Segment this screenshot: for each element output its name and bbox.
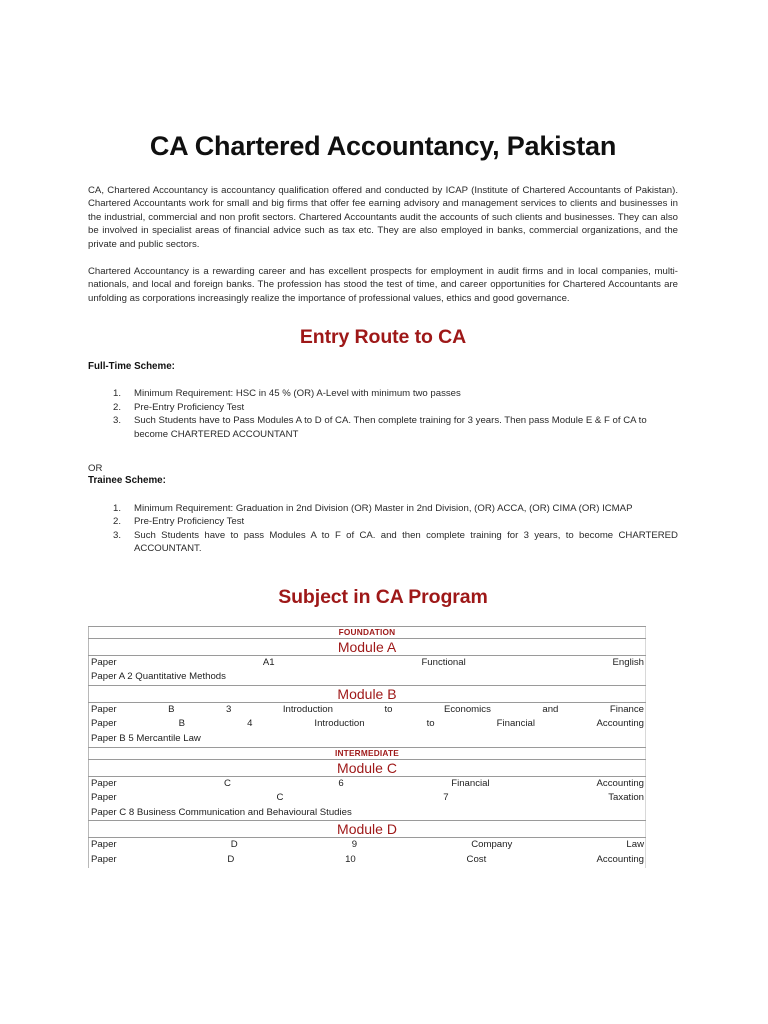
list-item-text: Minimum Requirement: Graduation in 2nd Division (OR) Master in 2nd Division, (OR) ACCA, (OR) CIMA (OR) ICMAP (134, 503, 633, 515)
table-row (89, 685, 646, 702)
subjects-table (88, 626, 646, 868)
module-name-d: Module D (89, 821, 646, 838)
table-row (89, 638, 646, 655)
list-item-text: Such Students have to pass Modules A to F of CA. and then complete training for 3 years, to become CHARTERED ACCOUNTANT. (134, 529, 678, 555)
paper-line: Paper C 7 Taxation (91, 792, 644, 804)
list-item-text: Pre-Entry Proficiency Test (134, 516, 245, 528)
page-title: CA Chartered Accountancy, Pakistan (149, 131, 617, 161)
table-row (89, 821, 646, 838)
list-item (88, 387, 678, 400)
paper-line: Paper B 3 Introduction to Economics and Finance (91, 703, 644, 715)
table-row (89, 838, 646, 868)
full-time-scheme-label: Full-Time Scheme: (88, 361, 175, 373)
list-item-text: Minimum Requirement: HSC in 45 % (OR) A-Level with minimum two passes (134, 388, 461, 400)
list-item-number: 2. (113, 516, 122, 528)
list-item-number: 2. (113, 401, 122, 413)
list-item (88, 401, 678, 414)
list-item-number: 1. (113, 503, 122, 515)
module-name-b: Module B (89, 685, 646, 702)
list-item-number: 1. (113, 388, 122, 400)
document-content (88, 0, 678, 868)
papers-cell-module-a (89, 655, 646, 685)
trainee-scheme-list (88, 502, 678, 556)
paper-line: Paper C 6 Financial Accounting (91, 777, 644, 789)
list-item-text: Pre-Entry Proficiency Test (134, 401, 245, 413)
section-heading-subject-program: Subject in CA Program (278, 585, 488, 608)
papers-cell-module-c (89, 776, 646, 821)
list-item-number: 3. (113, 529, 122, 541)
paper-line: Paper D 9 Company Law (91, 839, 644, 851)
band-label-foundation: FOUNDATION (89, 626, 646, 638)
table-row (89, 747, 646, 759)
list-item-text: Such Students have to Pass Modules A to D of CA. Then complete training for 3 years. Then pass Module E & F of CA to become CHARTERED ACCOUNTANT (134, 415, 647, 440)
list-item (88, 529, 678, 556)
table-row (89, 655, 646, 685)
or-separator: OR (88, 463, 103, 475)
table-row (89, 626, 646, 638)
full-time-scheme-list (88, 387, 678, 441)
intro-paragraph-2: Chartered Accountancy is a rewarding career and has excellent prospects for employment in audit firms and in local companies, multi-nationals, and local and foreign banks. The profession has stood the test of time, and career opportunities for Chartered Accountants are unfolding as corporations increasingly realize the importance of professional values, ethics and good governance. (88, 265, 678, 304)
section-heading-entry-route: Entry Route to CA (299, 326, 467, 349)
papers-cell-module-b (89, 702, 646, 747)
paper-line: Paper B 5 Mercantile Law (91, 733, 201, 745)
list-item (88, 414, 678, 441)
table-row (89, 702, 646, 747)
list-item (88, 515, 678, 528)
band-label-intermediate: INTERMEDIATE (89, 747, 646, 759)
papers-cell-module-d (89, 838, 646, 868)
paper-line: Paper D 10 Cost Accounting (91, 854, 644, 866)
list-item (88, 502, 678, 515)
paper-line: Paper A1 Functional English (91, 656, 644, 668)
paper-line: Paper C 8 Business Communication and Behavioural Studies (91, 806, 352, 818)
table-row (89, 776, 646, 821)
module-name-a: Module A (89, 638, 646, 655)
table-row (89, 759, 646, 776)
intro-paragraph-1: CA, Chartered Accountancy is accountancy qualification offered and conducted by ICAP (Institute of Chartered Accountants of Pakistan). Chartered Accountants work for small and big firms that offer fee earning advisory and management services to clients and businesses in the industrial, commercial and non profit sectors. Chartered Accountants audit the accounts of such clients and businesses. They can also be involved in specialist areas of financial advice such as tax etc. They are also employed in banks, commercial organizations, and the private and public sectors. (88, 184, 678, 251)
trainee-scheme-label: Trainee Scheme: (88, 475, 166, 487)
list-item-number: 3. (113, 415, 122, 427)
module-name-c: Module C (89, 759, 646, 776)
paper-line: Paper B 4 Introduction to Financial Accounting (91, 718, 644, 730)
paper-line: Paper A 2 Quantitative Methods (91, 671, 226, 683)
